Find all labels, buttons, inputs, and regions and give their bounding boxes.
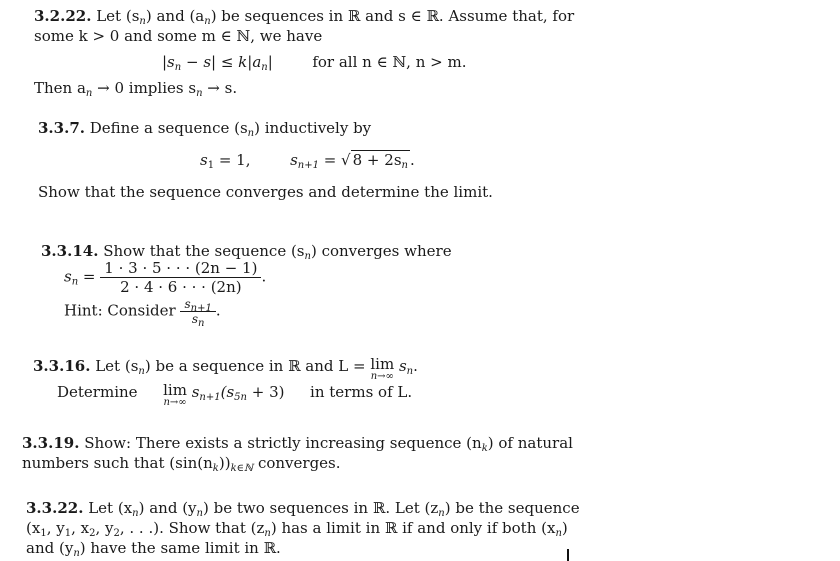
problem-3-2-22-inequality: $|s_n - s| \le k|a_n|$ for all n ∈ ℕ, n > m.: [162, 53, 467, 73]
text-cursor: [567, 549, 569, 561]
problem-3-3-22-line-3: and $(y_n)$ have the same limit in ℝ.: [26, 539, 281, 559]
problem-3-2-22-line-1: 3.2.22. Let $(s_n)$ and $(a_n)$ be sequences in ℝ and s ∈ ℝ. Assume that, for: [34, 7, 575, 27]
fraction: $\frac{1 \cdot 3 \cdot 5 \cdot \cdot \cdot (2n - 1)}{2 \cdot 4 \cdot 6 \cdot \cdot \cdot (2n)}$: [100, 259, 261, 296]
problem-3-3-16-line-2: Determine lim n→∞ $s_{n+1}(s_{5n} + 3)$ in terms of L.: [57, 381, 413, 408]
problem-3-3-19-line-1: 3.3.19. Show: There exists a strictly increasing sequence $(n_k)$ of natural: [22, 434, 573, 454]
problem-number: 3.3.7.: [38, 119, 85, 137]
hint-fraction: $\frac{s_{n+1}}{s_n}$: [180, 297, 215, 326]
problem-3-3-22-line-2: ($x_1$, $y_1$, $x_2$, $y_2$, . . .). Show that $(z_n)$ has a limit in ℝ if and only if both $(x_n)$: [26, 519, 568, 539]
problem-3-3-7-line-3: Show that the sequence converges and determine the limit.: [38, 183, 493, 201]
problem-3-2-22-conclusion: Then $a_n \to 0$ implies $s_n \to s$.: [34, 79, 238, 99]
problem-3-3-7-line-1: 3.3.7. Define a sequence $(s_n)$ inductively by: [38, 119, 372, 139]
problem-number: 3.3.14.: [41, 242, 99, 260]
problem-3-3-22-line-1: 3.3.22. Let $(x_n)$ and $(y_n)$ be two sequences in ℝ. Let $(z_n)$ be the sequence: [26, 499, 580, 519]
problem-3-3-14-line-1: 3.3.14. Show that the sequence $(s_n)$ converges where: [41, 242, 452, 262]
limit-operator: lim n→∞: [163, 381, 187, 408]
problem-number: 3.3.16.: [33, 357, 91, 375]
problem-3-3-14-formula: $s_n$ = $\frac{1 \cdot 3 \cdot 5 \cdot \cdot \cdot (2n - 1)}{2 \cdot 4 \cdot 6 \cdot \cdot \cdot (2n)}$ .: [64, 259, 267, 296]
limit-operator: lim n→∞: [370, 355, 395, 382]
problem-number: 3.3.19.: [22, 434, 80, 452]
problem-3-3-19-line-2: numbers such that $(\sin(n_k))_{k\in ℕ}$ converges.: [22, 454, 341, 474]
problem-3-3-16-line-1: 3.3.16. Let $(s_n)$ be a sequence in ℝ and L = lim n→∞ $s_n$.: [33, 355, 418, 382]
problem-number: 3.2.22.: [34, 7, 92, 25]
problem-3-2-22-line-2: some k > 0 and some m ∈ ℕ, we have: [34, 27, 323, 45]
problem-3-3-7-recurrence: $s_1 = 1$, $s_{n+1}$ = √ $8 + 2s_n$ .: [200, 151, 415, 171]
problem-number: 3.3.22.: [26, 499, 84, 517]
problem-3-3-14-hint: Hint: Consider $\frac{s_{n+1}}{s_n}$ .: [64, 297, 221, 329]
